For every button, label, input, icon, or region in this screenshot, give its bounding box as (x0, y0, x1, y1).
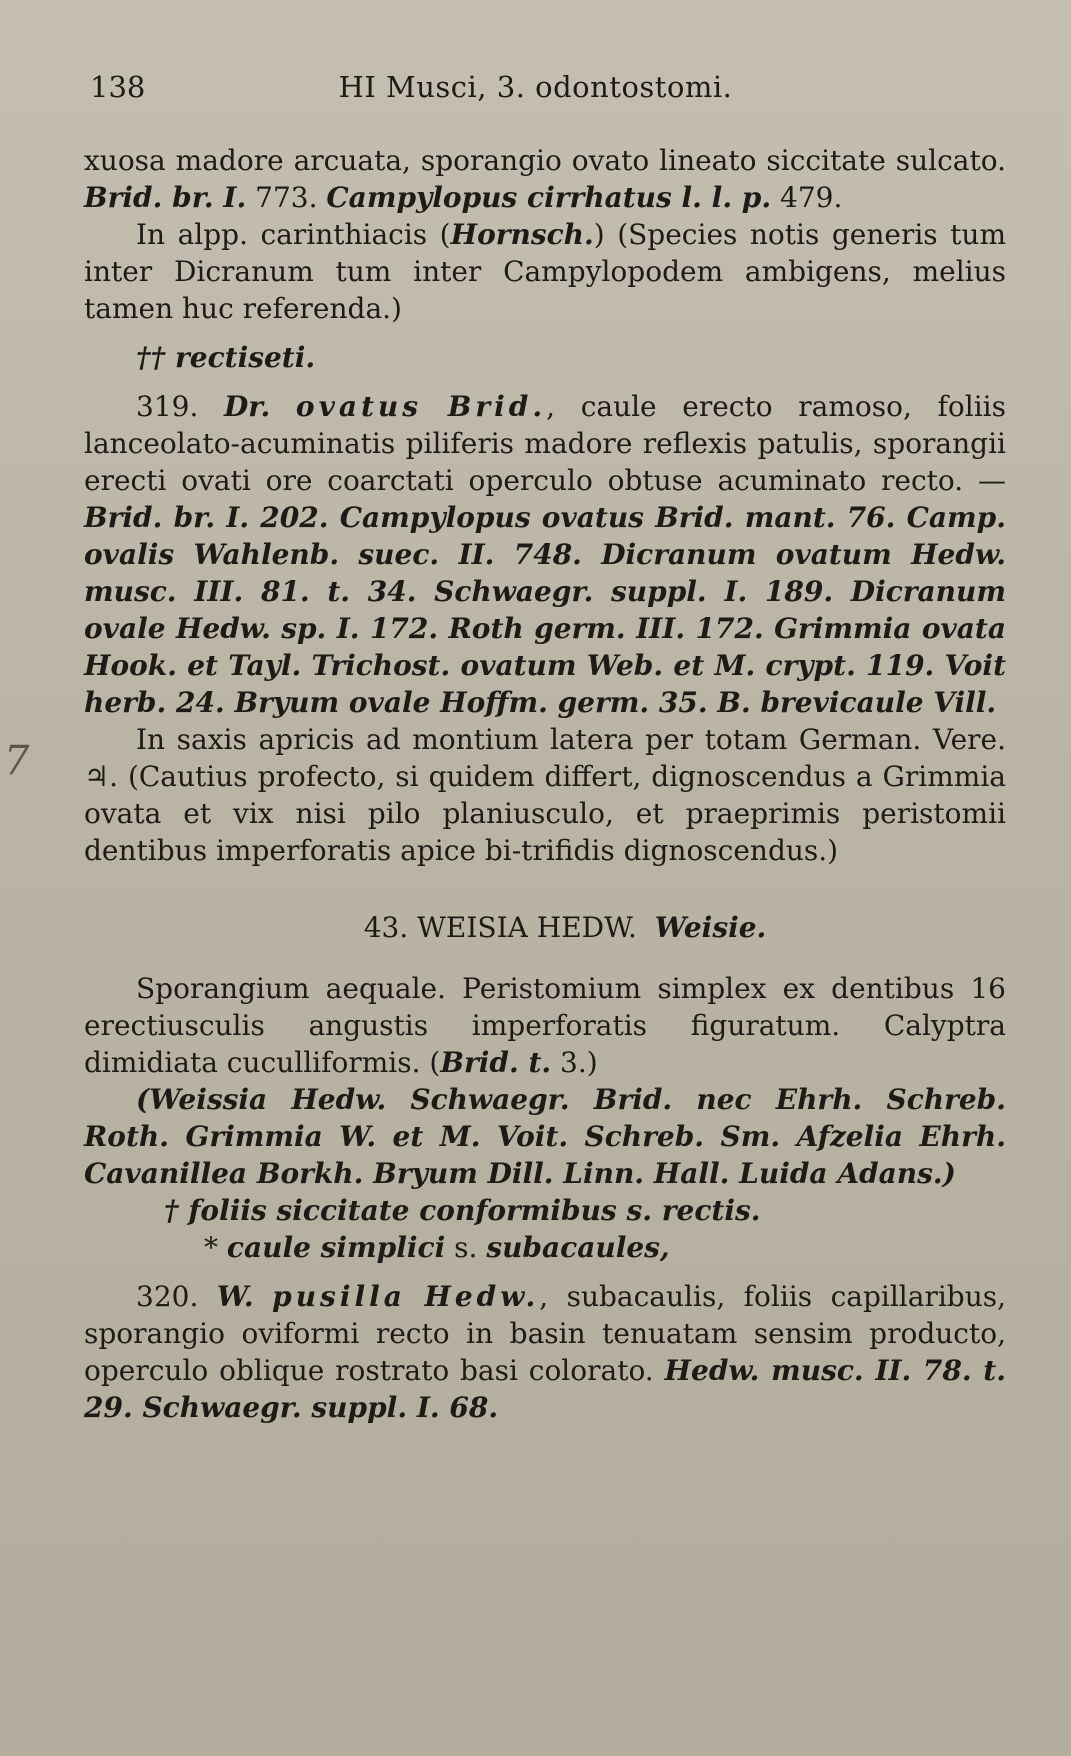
genus-heading: 43. WEISIA HEDW. Weisie. (363, 911, 767, 944)
page-header (0, 70, 1071, 114)
habitat-paragraph: In alpp. carinthiacis (Hornsch.) (Species notis generis tum inter Dicranum tum inter Campylopodem ambigens, melius tamen huc referenda.) (84, 218, 1006, 325)
author-name: Brid. (447, 390, 547, 423)
citation: Brid. br. I. (84, 181, 247, 214)
section-subheading: * caule simplici s. subacaules, (204, 1231, 670, 1264)
genus-description: Sporangium aequale. Peristomium simplex ex dentibus 16 erectiusculis angustis imperforatis figuratum. Calyptra dimidiata cuculliformis. (Brid. t. 3.) (84, 972, 1006, 1079)
habitat-paragraph: In saxis apricis ad montium latera per totam German. Vere. ♃. (Cautius profecto, si quidem differt, dignoscendus a Grimmia ovata et vix nisi pilo planiusculo, et praeprimis peristomii dentibus imperforatis apice bi-trifidis dignoscendus.) (84, 723, 1006, 867)
synonymy: Brid. br. I. 202. Campylopus ovatus Brid. mant. 76. Camp. ovalis Wahlenb. suec. II. 748. Dicranum ovatum Hedw. musc. III. 81. t. 34. Schwaegr. suppl. I. 189. Dicranum ovale Hedw. sp. I. 172. Roth germ. III. 172. Grimmia ovata Hook. et Tayl. Trichost. ovatum Web. et M. crypt. 119. Voit herb. 24. Bryum ovale Hoffm. germ. 35. B. brevicaule Vill. (84, 501, 1006, 719)
species-entry-320: 320. W. pusilla Hedw., subacaulis, foliis capillaribus, sporangio oviformi recto in basin tenuatam sensim producto, operculo oblique rostrato basi colorato. Hedw. musc. II. 78. t. 29. Schwaegr. suppl. I. 68. (84, 1280, 1007, 1424)
citation: Campylopus cirrhatus l. l. p. (326, 181, 772, 214)
species-name: pusilla (272, 1280, 406, 1313)
genus-vernacular: Weisie. (654, 911, 767, 944)
paragraph-continuation: xuosa madore arcuata, sporangio ovato lineato siccitate sulcato. Brid. br. I. 773. Campylopus cirrhatus l. l. p. 479. (84, 144, 1006, 214)
running-title: HI Musci, 3. odontostomi. (338, 70, 733, 104)
margin-annotation: 7 (4, 738, 30, 784)
section-subheading: † foliis siccitate conformibus s. rectis. (164, 1194, 761, 1227)
citation: Brid. t. (440, 1046, 552, 1079)
species-entry-319: 319. Dr. ovatus Brid., caule erecto ramoso, foliis lanceolato-acuminatis piliferis madore reflexis patulis, sporangii erecti ovati ore coarctati operculo obtuse acuminato recto. — Brid. br. I. 202. Campylopus ovatus Brid. mant. 76. Camp. ovalis Wahlenb. suec. II. 748. Dicranum ovatum Hedw. musc. III. 81. t. 34. Schwaegr. suppl. I. 189. Dicranum ovale Hedw. sp. I. 172. Roth germ. III. 172. Grimmia ovata Hook. et Tayl. Trichost. ovatum Web. et M. crypt. 119. Voit herb. 24. Bryum ovale Hoffm. germ. 35. B. brevicaule Vill. (84, 390, 1006, 719)
species-name: ovatus (295, 390, 423, 423)
page-body (84, 142, 1006, 1426)
author-name: Hedw. (424, 1280, 540, 1313)
section-subheading: †† rectiseti. (136, 341, 316, 374)
author-name: Hornsch. (450, 218, 594, 251)
synonymy: Hedw. musc. II. 78. t. 29. Schwaegr. suppl. I. 68. (84, 1354, 1006, 1424)
page-number: 138 (90, 70, 146, 104)
genus-synonymy: (Weissia Hedw. Schwaegr. Brid. nec Ehrh. Schreb. Roth. Grimmia W. et M. Voit. Schreb. Sm. Afzelia Ehrh. Cavanillea Borkh. Bryum Dill. Linn. Hall. Luida Adans.) (84, 1083, 1006, 1190)
